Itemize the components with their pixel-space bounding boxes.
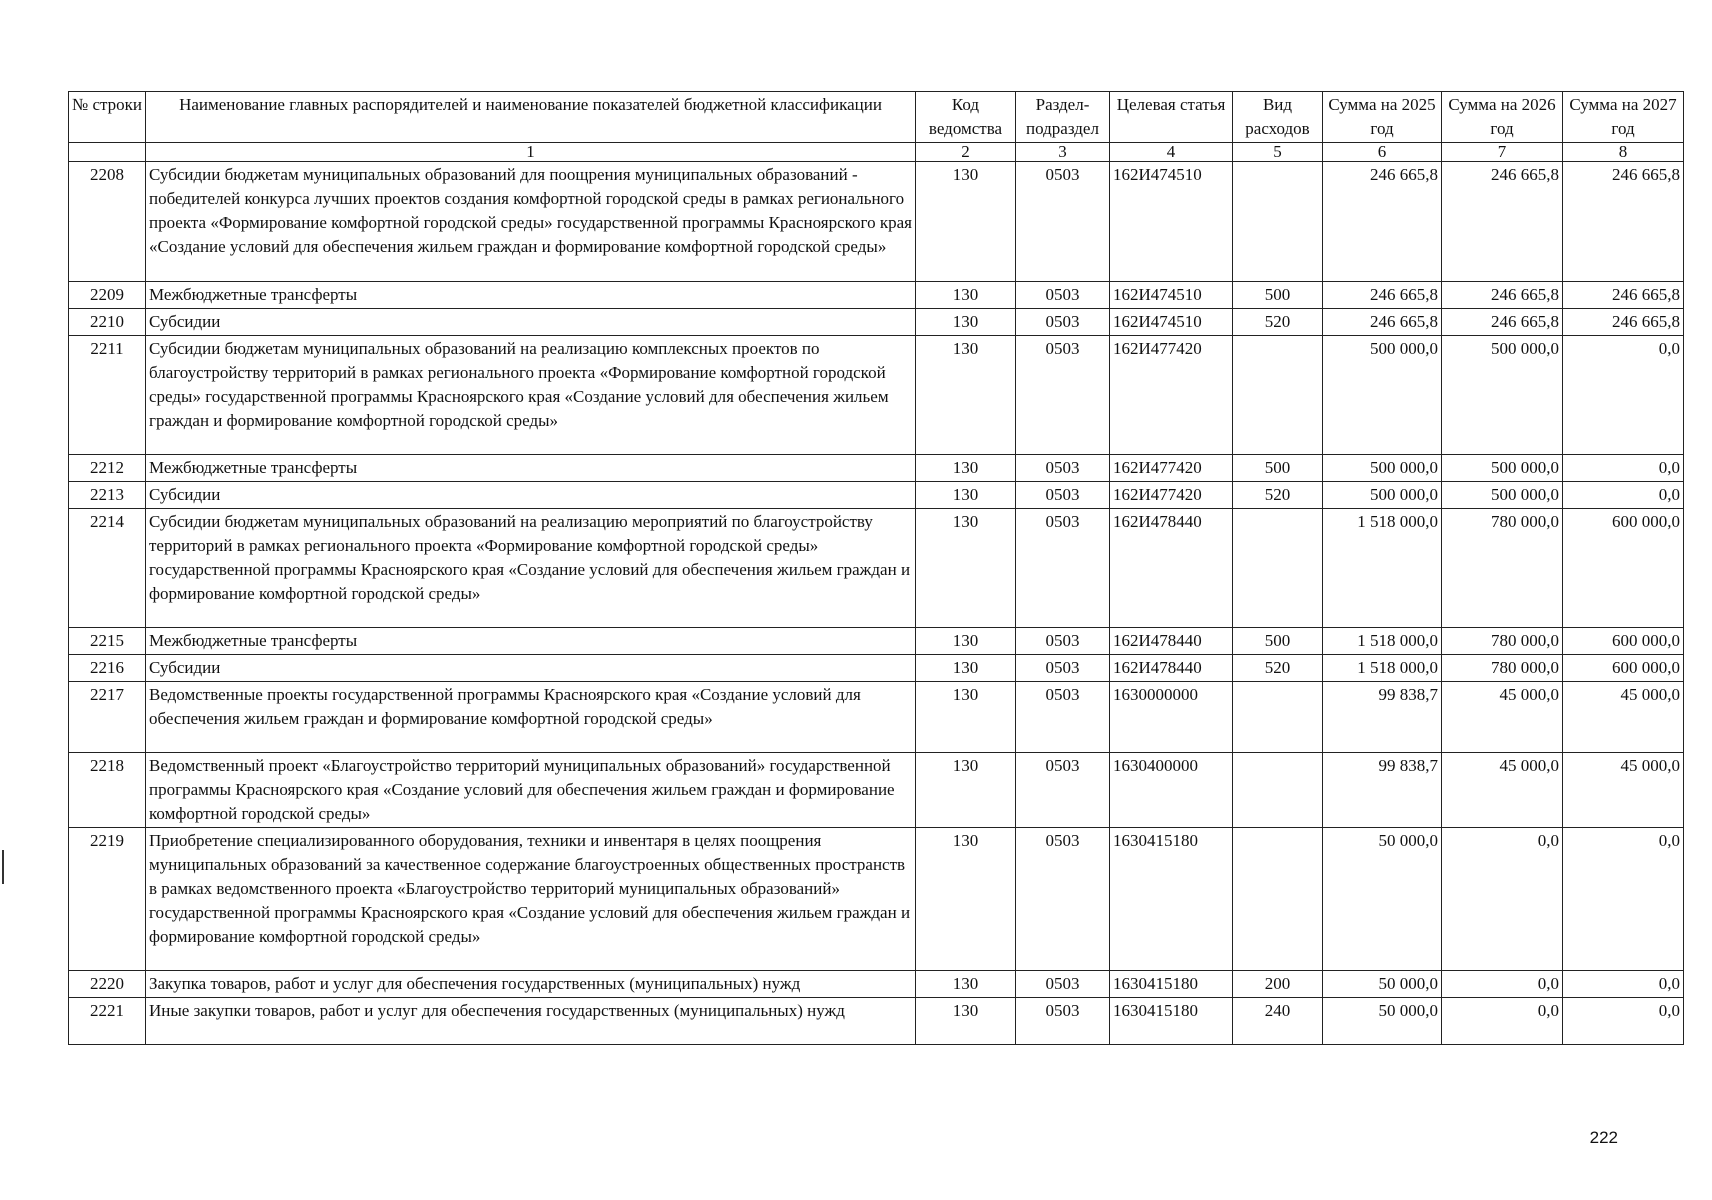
cell-sum-2026: 780 000,0 [1442, 655, 1563, 682]
cell-row-no: 2215 [69, 628, 146, 655]
cell-celevaya: 162И474510 [1110, 162, 1233, 282]
cell-kod: 130 [916, 282, 1016, 309]
column-number: 1 [146, 143, 916, 162]
cell-razdel: 0503 [1016, 509, 1110, 628]
cell-row-no: 2213 [69, 482, 146, 509]
cell-name: Субсидии бюджетам муниципальных образований на реализацию мероприятий по благоустройству территорий в рамках регионального проекта «Формирование комфортной городской среды» государственной программы Красноярского края «Создание условий для обеспечения жильем граждан и формирование комфортной городской среды» [146, 509, 916, 628]
cell-sum-2027: 0,0 [1563, 828, 1684, 971]
scan-margin-mark [2, 850, 4, 884]
cell-sum-2025: 99 838,7 [1323, 682, 1442, 753]
cell-razdel: 0503 [1016, 753, 1110, 828]
column-number: 2 [916, 143, 1016, 162]
table-row [69, 282, 1684, 309]
cell-sum-2026: 246 665,8 [1442, 162, 1563, 282]
column-number-blank [69, 143, 146, 162]
cell-celevaya: 1630415180 [1110, 828, 1233, 971]
cell-kod: 130 [916, 336, 1016, 455]
cell-celevaya: 1630000000 [1110, 682, 1233, 753]
cell-kod: 130 [916, 998, 1016, 1045]
cell-kod: 130 [916, 509, 1016, 628]
cell-sum-2027: 0,0 [1563, 998, 1684, 1045]
cell-kod: 130 [916, 482, 1016, 509]
cell-vid [1233, 753, 1323, 828]
cell-razdel: 0503 [1016, 971, 1110, 998]
cell-row-no: 2210 [69, 309, 146, 336]
cell-razdel: 0503 [1016, 828, 1110, 971]
column-number: 4 [1110, 143, 1233, 162]
table-row [69, 482, 1684, 509]
table-row [69, 628, 1684, 655]
cell-name: Приобретение специализированного оборудования, техники и инвентаря в целях поощрения муниципальных образований за качественное содержание благоустроенных общественных пространств в рамках ведомственного проекта «Благоустройство территорий муниципальных образований» государственной программы Красноярского края «Создание условий для обеспечения жильем граждан и формирование комфортной городской среды» [146, 828, 916, 971]
cell-name: Ведомственные проекты государственной программы Красноярского края «Создание условий для обеспечения жильем граждан и формирование комфортной городской среды» [146, 682, 916, 753]
cell-sum-2025: 246 665,8 [1323, 162, 1442, 282]
cell-celevaya: 162И478440 [1110, 509, 1233, 628]
cell-row-no: 2214 [69, 509, 146, 628]
cell-sum-2025: 246 665,8 [1323, 309, 1442, 336]
cell-sum-2027: 0,0 [1563, 971, 1684, 998]
header-sum-2025: Сумма на 2025 год [1323, 92, 1442, 143]
cell-razdel: 0503 [1016, 282, 1110, 309]
cell-razdel: 0503 [1016, 455, 1110, 482]
cell-vid [1233, 682, 1323, 753]
cell-vid: 500 [1233, 282, 1323, 309]
cell-vid: 240 [1233, 998, 1323, 1045]
table-row [69, 828, 1684, 971]
cell-vid [1233, 828, 1323, 971]
cell-sum-2025: 50 000,0 [1323, 828, 1442, 971]
header-kod: Код ведомства [916, 92, 1016, 143]
cell-sum-2026: 500 000,0 [1442, 455, 1563, 482]
header-row-no: № строки [69, 92, 146, 143]
cell-celevaya: 162И477420 [1110, 455, 1233, 482]
cell-sum-2025: 500 000,0 [1323, 455, 1442, 482]
cell-row-no: 2211 [69, 336, 146, 455]
cell-sum-2025: 1 518 000,0 [1323, 628, 1442, 655]
cell-name: Иные закупки товаров, работ и услуг для обеспечения государственных (муниципальных) нужд [146, 998, 916, 1045]
cell-sum-2027: 246 665,8 [1563, 282, 1684, 309]
cell-name: Субсидии [146, 309, 916, 336]
cell-name: Межбюджетные трансферты [146, 628, 916, 655]
cell-sum-2025: 500 000,0 [1323, 482, 1442, 509]
cell-vid: 520 [1233, 482, 1323, 509]
cell-celevaya: 1630415180 [1110, 998, 1233, 1045]
cell-sum-2026: 246 665,8 [1442, 309, 1563, 336]
cell-kod: 130 [916, 655, 1016, 682]
cell-kod: 130 [916, 162, 1016, 282]
cell-sum-2025: 50 000,0 [1323, 971, 1442, 998]
cell-vid: 520 [1233, 655, 1323, 682]
cell-razdel: 0503 [1016, 309, 1110, 336]
table-row [69, 753, 1684, 828]
cell-row-no: 2218 [69, 753, 146, 828]
table-row [69, 336, 1684, 455]
cell-name: Межбюджетные трансферты [146, 455, 916, 482]
cell-razdel: 0503 [1016, 628, 1110, 655]
cell-razdel: 0503 [1016, 162, 1110, 282]
cell-razdel: 0503 [1016, 998, 1110, 1045]
cell-razdel: 0503 [1016, 655, 1110, 682]
cell-sum-2026: 246 665,8 [1442, 282, 1563, 309]
cell-sum-2026: 780 000,0 [1442, 628, 1563, 655]
column-number: 6 [1323, 143, 1442, 162]
header-celevaya: Целевая статья [1110, 92, 1233, 143]
cell-row-no: 2208 [69, 162, 146, 282]
cell-vid [1233, 509, 1323, 628]
cell-sum-2026: 500 000,0 [1442, 336, 1563, 455]
cell-kod: 130 [916, 828, 1016, 971]
table-row [69, 509, 1684, 628]
cell-row-no: 2209 [69, 282, 146, 309]
column-number: 8 [1563, 143, 1684, 162]
cell-kod: 130 [916, 682, 1016, 753]
cell-name: Субсидии бюджетам муниципальных образований на реализацию комплексных проектов по благоустройству территорий в рамках регионального проекта «Формирование комфортной городской среды» государственной программы Красноярского края «Создание условий для обеспечения жильем граждан и формирование комфортной городской среды» [146, 336, 916, 455]
column-numbers-row [69, 143, 1684, 162]
cell-sum-2027: 600 000,0 [1563, 509, 1684, 628]
cell-celevaya: 1630415180 [1110, 971, 1233, 998]
cell-row-no: 2212 [69, 455, 146, 482]
column-number: 7 [1442, 143, 1563, 162]
table-row [69, 971, 1684, 998]
cell-vid [1233, 162, 1323, 282]
cell-vid: 500 [1233, 455, 1323, 482]
cell-name: Субсидии бюджетам муниципальных образований для поощрения муниципальных образований - победителей конкурса лучших проектов создания комфортной городской среды в рамках регионального проекта «Формирование комфортной городской среды» государственной программы Красноярского края «Создание условий для обеспечения жильем граждан и формирование комфортной городской среды» [146, 162, 916, 282]
cell-sum-2027: 246 665,8 [1563, 309, 1684, 336]
cell-sum-2025: 50 000,0 [1323, 998, 1442, 1045]
cell-sum-2026: 500 000,0 [1442, 482, 1563, 509]
cell-sum-2025: 99 838,7 [1323, 753, 1442, 828]
cell-sum-2026: 780 000,0 [1442, 509, 1563, 628]
cell-celevaya: 162И477420 [1110, 336, 1233, 455]
header-razdel: Раздел- подраздел [1016, 92, 1110, 143]
cell-sum-2025: 500 000,0 [1323, 336, 1442, 455]
cell-name: Субсидии [146, 655, 916, 682]
cell-kod: 130 [916, 455, 1016, 482]
cell-celevaya: 162И474510 [1110, 282, 1233, 309]
cell-sum-2025: 1 518 000,0 [1323, 655, 1442, 682]
cell-razdel: 0503 [1016, 336, 1110, 455]
cell-celevaya: 1630400000 [1110, 753, 1233, 828]
table-row [69, 682, 1684, 753]
cell-sum-2027: 0,0 [1563, 482, 1684, 509]
cell-name: Субсидии [146, 482, 916, 509]
cell-row-no: 2217 [69, 682, 146, 753]
cell-name: Межбюджетные трансферты [146, 282, 916, 309]
cell-sum-2027: 600 000,0 [1563, 655, 1684, 682]
cell-row-no: 2216 [69, 655, 146, 682]
cell-sum-2027: 0,0 [1563, 455, 1684, 482]
cell-sum-2027: 45 000,0 [1563, 753, 1684, 828]
cell-sum-2025: 246 665,8 [1323, 282, 1442, 309]
table-row [69, 655, 1684, 682]
table-row [69, 309, 1684, 336]
table-row [69, 162, 1684, 282]
cell-row-no: 2221 [69, 998, 146, 1045]
header-vid: Вид расходов [1233, 92, 1323, 143]
cell-sum-2026: 45 000,0 [1442, 682, 1563, 753]
column-number: 5 [1233, 143, 1323, 162]
cell-sum-2027: 0,0 [1563, 336, 1684, 455]
cell-sum-2026: 0,0 [1442, 998, 1563, 1045]
cell-vid [1233, 336, 1323, 455]
header-sum-2026: Сумма на 2026 год [1442, 92, 1563, 143]
cell-sum-2027: 600 000,0 [1563, 628, 1684, 655]
cell-vid: 500 [1233, 628, 1323, 655]
header-sum-2027: Сумма на 2027 год [1563, 92, 1684, 143]
table-row [69, 455, 1684, 482]
cell-kod: 130 [916, 971, 1016, 998]
page-number: 222 [1589, 1128, 1618, 1147]
cell-razdel: 0503 [1016, 682, 1110, 753]
cell-sum-2026: 0,0 [1442, 828, 1563, 971]
cell-kod: 130 [916, 753, 1016, 828]
cell-celevaya: 162И477420 [1110, 482, 1233, 509]
cell-celevaya: 162И478440 [1110, 628, 1233, 655]
cell-name: Ведомственный проект «Благоустройство территорий муниципальных образований» государственной программы Красноярского края «Создание условий для обеспечения жильем граждан и формирование комфортной городской среды» [146, 753, 916, 828]
cell-row-no: 2220 [69, 971, 146, 998]
cell-vid: 200 [1233, 971, 1323, 998]
cell-kod: 130 [916, 628, 1016, 655]
budget-table [68, 91, 1684, 1045]
cell-sum-2026: 45 000,0 [1442, 753, 1563, 828]
header-name: Наименование главных распорядителей и наименование показателей бюджетной классификации [146, 92, 916, 143]
cell-vid: 520 [1233, 309, 1323, 336]
cell-sum-2026: 0,0 [1442, 971, 1563, 998]
cell-sum-2027: 246 665,8 [1563, 162, 1684, 282]
column-number: 3 [1016, 143, 1110, 162]
cell-razdel: 0503 [1016, 482, 1110, 509]
table-row [69, 998, 1684, 1045]
cell-sum-2027: 45 000,0 [1563, 682, 1684, 753]
cell-name: Закупка товаров, работ и услуг для обеспечения государственных (муниципальных) нужд [146, 971, 916, 998]
cell-sum-2025: 1 518 000,0 [1323, 509, 1442, 628]
header-row [69, 92, 1684, 143]
cell-row-no: 2219 [69, 828, 146, 971]
cell-kod: 130 [916, 309, 1016, 336]
cell-celevaya: 162И478440 [1110, 655, 1233, 682]
cell-celevaya: 162И474510 [1110, 309, 1233, 336]
